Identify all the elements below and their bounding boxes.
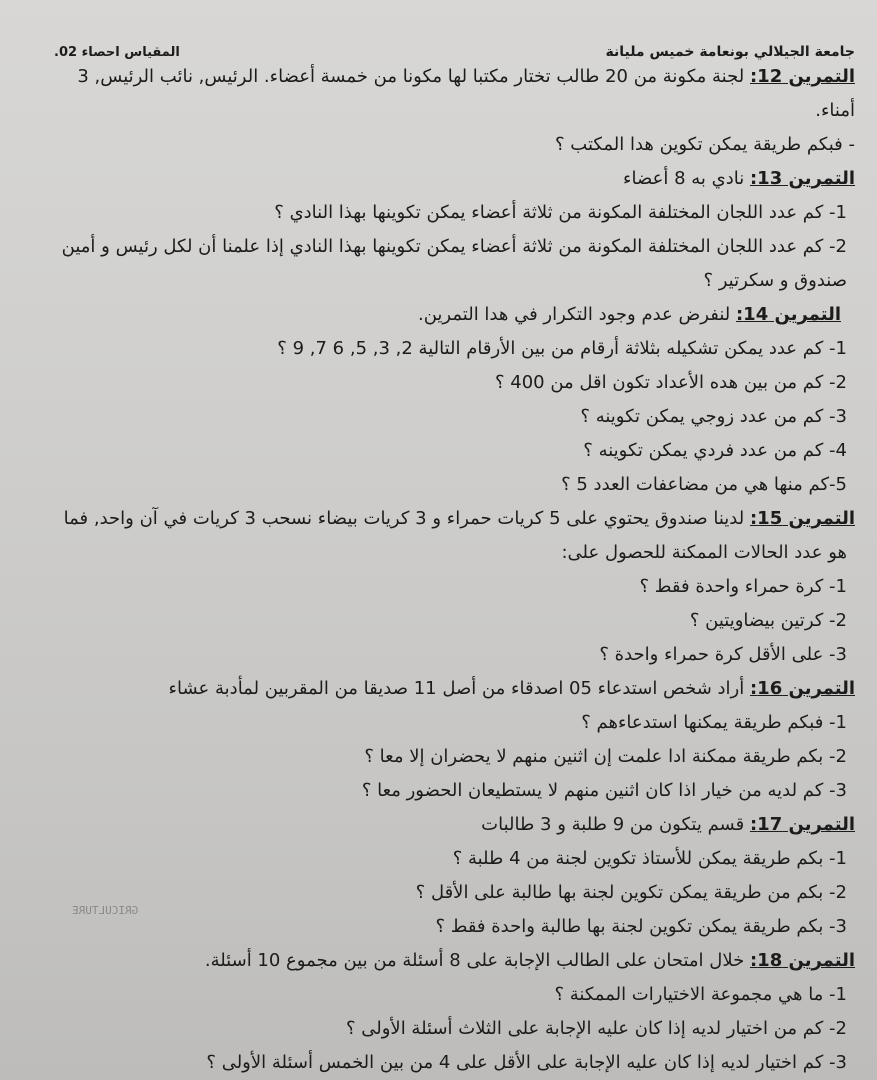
exercise-14: [14, 298, 855, 332]
exercise-17: [14, 808, 855, 842]
exercise-15-question-2: 2- كرتين بيضاويتين ؟: [689, 610, 847, 631]
exercise-15-question-1: 1- كرة حمراء واحدة فقط ؟: [639, 576, 847, 597]
exercise-14-question-1: 1- كم عدد يمكن تشكيله بثلاثة أرقام من بين الأرقام التالية 2, 3, 5, 6 7, 9 ؟: [277, 338, 847, 359]
bleed-through-text: GRICULTURE: [72, 904, 139, 917]
exercise-12-title: التمرين 12:: [749, 66, 855, 87]
exercise-14-question-4: 4- كم من عدد فردي يمكن تكوينه ؟: [583, 440, 847, 461]
exercise-18-question-1: 1- ما هي مجموعة الاختيارات الممكنة ؟: [554, 984, 847, 1005]
exercise-13-title: التمرين 13:: [749, 168, 855, 189]
course-name: المقياس احصاء 02.: [54, 45, 180, 60]
exercise-13: [14, 162, 855, 196]
exercise-14-question-3: 3- كم من عدد زوجي يمكن تكوينه ؟: [580, 406, 847, 427]
exercise-17-question-2: 2- بكم من طريقة يمكن تكوين لجنة بها طالبة على الأقل ؟: [415, 882, 847, 903]
exercise-18-question-2: 2- كم من اختيار لديه إذا كان عليه الإجابة على الثلاث أسئلة الأولى ؟: [345, 1018, 847, 1039]
exercise-12-text: لجنة مكونة من 20 طالب تختار مكتبا لها مكونا من خمسة أعضاء. الرئيس, نائب الرئيس, 3: [77, 66, 745, 87]
university-name: جامعة الجيلالي بونعامة خميس مليانة: [605, 44, 855, 60]
exercise-12-text-cont: أمناء.: [815, 100, 855, 121]
exercise-14-title: التمرين 14:: [735, 304, 841, 325]
exercise-12: [14, 60, 855, 94]
exercise-14-question-2: 2- كم من بين هده الأعداد تكون اقل من 400 ؟: [494, 372, 847, 393]
exercise-16-text: أراد شخص استدعاء 05 اصدقاء من أصل 11 صديقا من المقربين لمأدبة عشاء: [168, 678, 745, 699]
exercise-18-text: خلال امتحان على الطالب الإجابة على 8 أسئلة من بين مجموع 10 أسئلة.: [204, 950, 745, 971]
exercise-17-text: قسم يتكون من 9 طلبة و 3 طالبات: [481, 814, 745, 835]
exercise-15-question-3: 3- على الأقل كرة حمراء واحدة ؟: [599, 644, 847, 665]
exercise-18: [14, 944, 855, 978]
exercise-14-question-5: 5-كم منها هي من مضاعفات العدد 5 ؟: [561, 474, 847, 495]
exercise-16-question-3: 3- كم لديه من خيار اذا كان اثنين منهم لا يستطيعان الحضور معا ؟: [361, 780, 847, 801]
exercise-13-question-2-cont: صندوق و سكرتير ؟: [703, 270, 847, 291]
exercise-16-question-2: 2- بكم طريقة ممكنة ادا علمت إن اثنين منهم لا يحضران إلا معا ؟: [364, 746, 847, 767]
exercise-17-title: التمرين 17:: [749, 814, 855, 835]
exercise-15-text-cont: هو عدد الحالات الممكنة للحصول على:: [561, 542, 847, 563]
exercise-12-question-1: - فبكم طريقة يمكن تكوين هدا المكتب ؟: [555, 134, 855, 155]
page-header: [14, 30, 855, 60]
exercise-15-text: لدينا صندوق يحتوي على 5 كريات حمراء و 3 كريات بيضاء نسحب 3 كريات في آن واحد, فما: [63, 508, 745, 529]
exercise-16-question-1: 1- فبكم طريقة يمكنها استدعاءهم ؟: [581, 712, 847, 733]
exercise-18-question-3: 3- كم اختيار لديه إذا كان عليه الإجابة على الأقل على 4 من بين الخمس أسئلة الأولى ؟: [206, 1052, 847, 1073]
exercise-13-question-1: 1- كم عدد اللجان المختلفة المكونة من ثلاثة أعضاء يمكن تكوينها بهذا النادي ؟: [274, 202, 847, 223]
exercise-18-title: التمرين 18:: [749, 950, 855, 971]
exercise-15: [14, 502, 855, 536]
exercise-17-question-1: 1- بكم طريقة يمكن للأستاذ تكوين لجنة من 4 طلبة ؟: [452, 848, 847, 869]
exercise-13-text: نادي به 8 أعضاء: [623, 168, 745, 189]
exercise-15-title: التمرين 15:: [749, 508, 855, 529]
exercise-16: [14, 672, 855, 706]
exercise-13-question-2: 2- كم عدد اللجان المختلفة المكونة من ثلاثة أعضاء يمكن تكوينها بهذا النادي إذا علمنا أن لكل رئيس و أمين: [61, 236, 847, 257]
exercise-16-title: التمرين 16:: [749, 678, 855, 699]
exercise-17-question-3: 3- بكم طريقة يمكن تكوين لجنة بها طالبة واحدة فقط ؟: [435, 916, 847, 937]
exercise-14-text: لنفرض عدم وجود التكرار في هدا التمرين.: [418, 304, 731, 325]
